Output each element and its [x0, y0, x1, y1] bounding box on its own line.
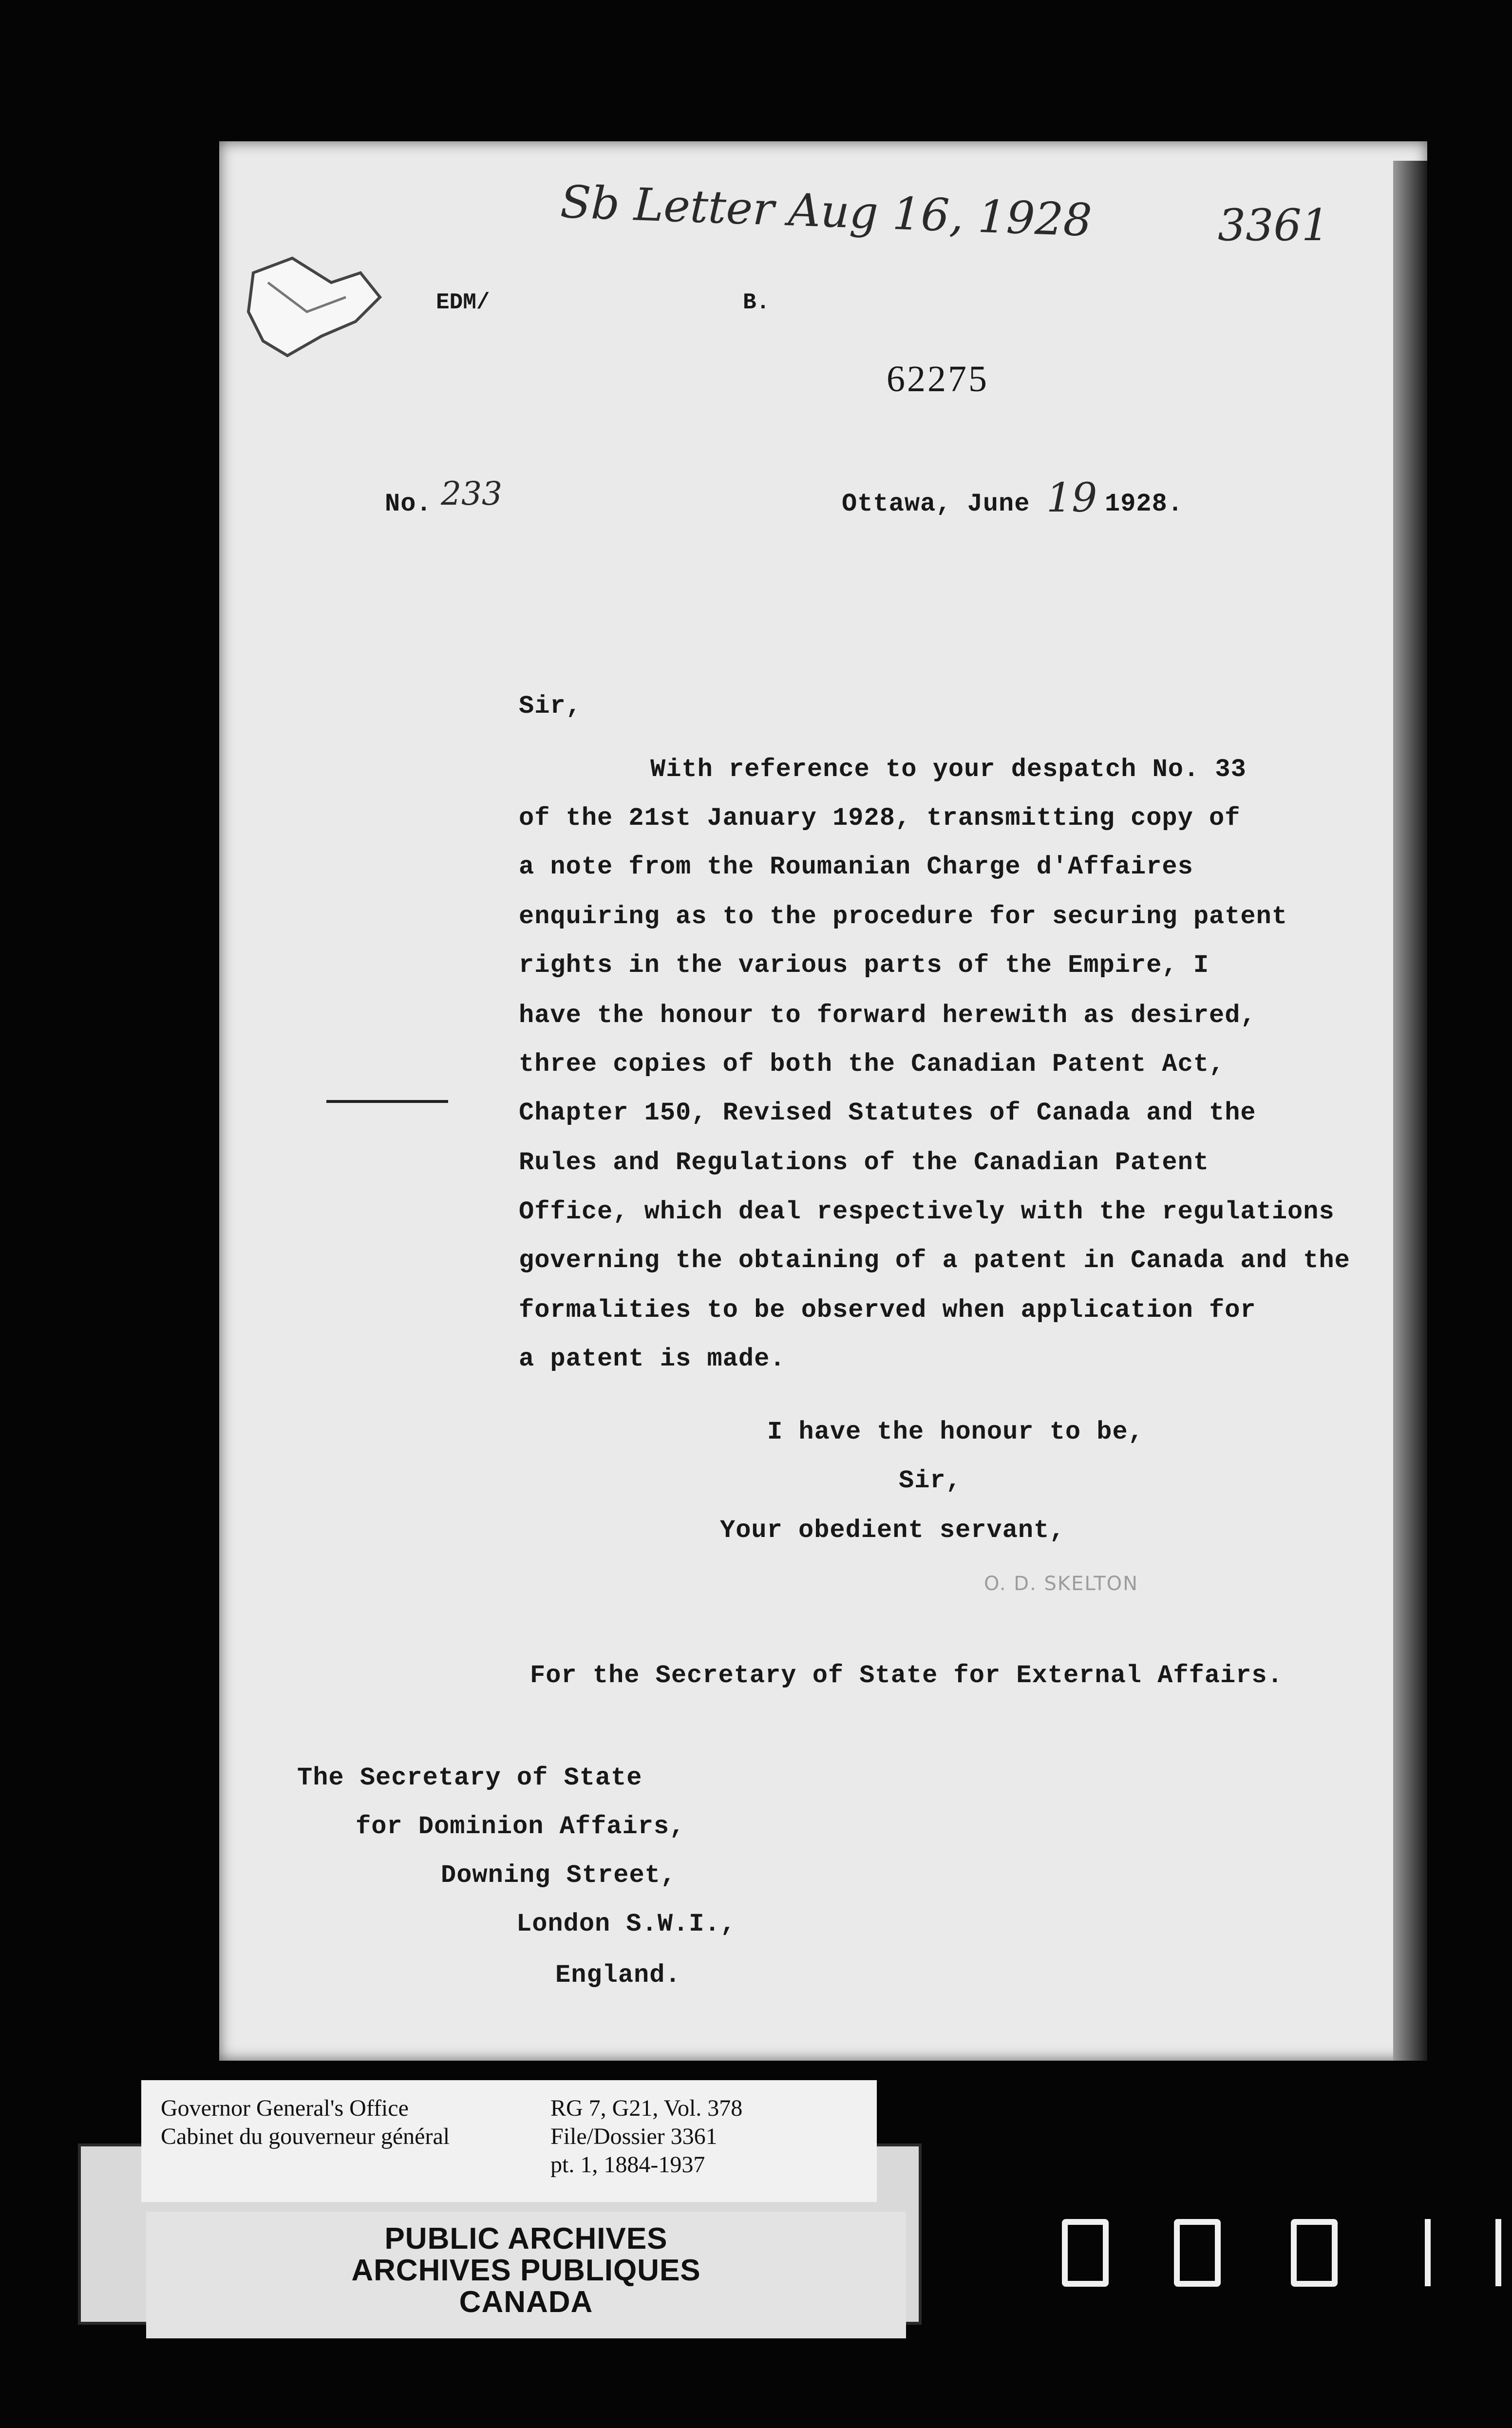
addressee-line: The Secretary of State	[297, 1764, 643, 1792]
date-year: 1928.	[1105, 490, 1184, 518]
body-line: of the 21st January 1928, transmitting copy of	[519, 804, 1241, 833]
page-edge-shadow	[1393, 161, 1427, 2061]
body-line: a note from the Roumanian Charge d'Affaires	[519, 853, 1193, 881]
stamped-number: 62275	[887, 359, 989, 399]
file-number: File/Dossier 3361	[550, 2124, 718, 2149]
archive-banner-line-1: PUBLIC ARCHIVES	[384, 2222, 668, 2256]
body-line: have the honour to forward herewith as desired,	[519, 1001, 1256, 1030]
margin-rule	[326, 1100, 448, 1103]
body-line: Rules and Regulations of the Canadian Patent	[519, 1148, 1210, 1177]
archive-label-card	[141, 2080, 877, 2202]
place-date: Ottawa, June	[842, 490, 1030, 518]
frame-digit	[1291, 2219, 1338, 2287]
signature-stamp: O. D. SKELTON	[984, 1573, 1139, 1595]
frame-digit	[1174, 2219, 1221, 2287]
addressee-line: for Dominion Affairs,	[356, 1812, 685, 1841]
addressee-line: London S.W.I.,	[516, 1910, 736, 1938]
frame-digit	[1425, 2219, 1431, 2286]
for-secretary-line: For the Secretary of State for External Affairs.	[530, 1661, 1283, 1690]
body-line: enquiring as to the procedure for securing patent	[519, 902, 1288, 931]
handwritten-file-number: 3361	[1218, 200, 1330, 251]
closing-line: Your obedient servant,	[720, 1516, 1065, 1545]
frame-digit	[1495, 2219, 1501, 2286]
reference-initials: EDM/	[436, 290, 490, 315]
number-label: No.	[385, 490, 432, 518]
closing-line: I have the honour to be,	[767, 1418, 1144, 1446]
body-line: three copies of both the Canadian Patent Act,	[519, 1050, 1225, 1079]
body-line: Office, which deal respectively with the regulations	[519, 1197, 1335, 1226]
part-dates: pt. 1, 1884-1937	[550, 2152, 705, 2178]
archive-banner-line-2: ARCHIVES PUBLIQUES	[351, 2254, 701, 2287]
salutation: Sir,	[519, 692, 582, 721]
frame-digit	[1062, 2219, 1109, 2287]
handwritten-note: Sb Letter Aug 16, 1928	[559, 175, 1093, 247]
office-label-fr: Cabinet du gouverneur général	[161, 2124, 450, 2149]
handwritten-day: 19	[1046, 475, 1097, 521]
reference-letter: B.	[743, 290, 770, 315]
handwritten-despatch-number: 233	[441, 475, 502, 512]
torn-corner-mark	[234, 253, 395, 365]
body-line: Chapter 150, Revised Statutes of Canada and the	[519, 1099, 1256, 1127]
archive-banner-line-3: CANADA	[459, 2285, 593, 2319]
body-line: a patent is made.	[519, 1345, 786, 1373]
closing-line: Sir,	[899, 1466, 962, 1495]
addressee-line: Downing Street,	[441, 1861, 677, 1890]
addressee-line: England.	[555, 1961, 681, 1990]
body-line: governing the obtaining of a patent in Canada and the	[519, 1246, 1350, 1275]
record-group: RG 7, G21, Vol. 378	[550, 2095, 743, 2121]
body-line: rights in the various parts of the Empire, I	[519, 951, 1210, 980]
office-label-en: Governor General's Office	[161, 2095, 409, 2121]
body-line: With reference to your despatch No. 33	[650, 755, 1247, 784]
body-line: formalities to be observed when application for	[519, 1296, 1256, 1325]
